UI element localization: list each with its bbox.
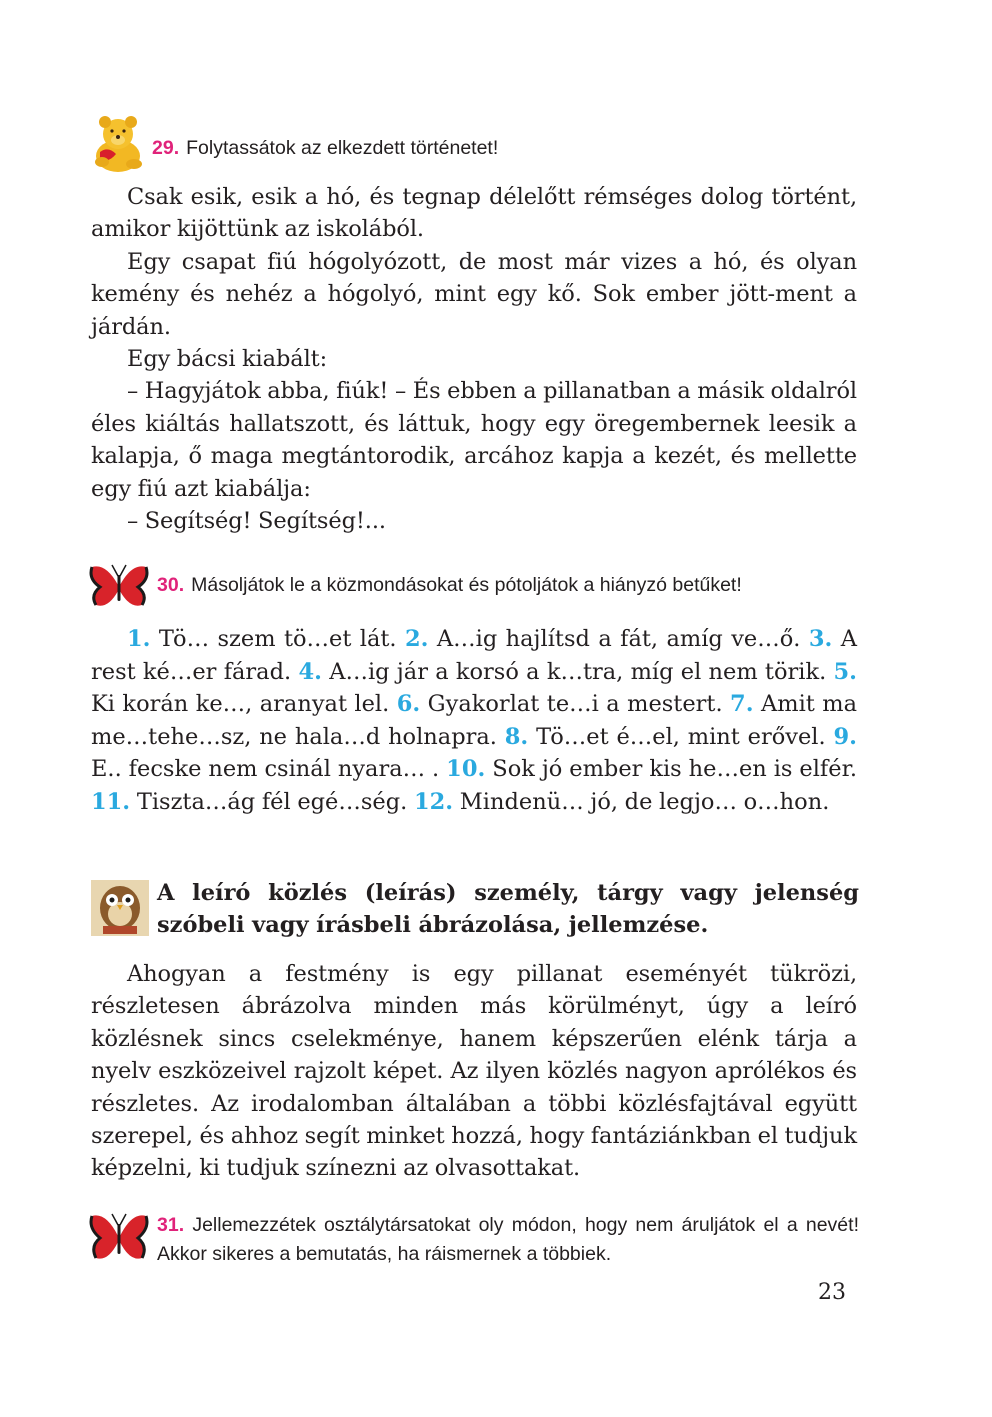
proverb-text: Tö…et é…el, mint erővel. bbox=[536, 723, 826, 750]
proverb-text: Ki korán ke…, aranyat lel. bbox=[91, 691, 390, 718]
definition-text: A leíró közlés (leírás) személy, tárgy vagy jelenség szóbeli vagy írásbeli ábrázolása, jellemzése. bbox=[157, 880, 859, 938]
owl-icon bbox=[91, 880, 149, 936]
story-paragraph: – Hagyjátok abba, fiúk! – És ebben a pillanatban a másik oldalról éles kiáltás hallatszott, és láttuk, hogy egy öregembernek leesik a kalapja, ő maga megtántorodik, arcához kapja a kezét, és mellette egy fiú azt kiabálja: bbox=[91, 378, 857, 502]
story-text bbox=[91, 181, 857, 537]
proverb-number: 1. bbox=[127, 626, 151, 652]
story-paragraph: – Segítség! Segítség!... bbox=[127, 508, 386, 535]
proverb-text: Gyakorlat te…i a mestert. bbox=[427, 691, 723, 718]
page-number: 23 bbox=[818, 1280, 846, 1305]
proverb-number: 11. bbox=[91, 788, 131, 815]
proverbs-list bbox=[91, 623, 857, 819]
proverb-number: 3. bbox=[808, 626, 833, 652]
proverb-text: Tö… szem tö…et lát. bbox=[158, 626, 397, 652]
proverb-text: E.. fecske nem csinál nyara… . bbox=[91, 756, 440, 783]
proverb-number: 2. bbox=[405, 626, 429, 652]
proverb-number: 4. bbox=[298, 658, 322, 685]
task-31-heading bbox=[157, 1211, 859, 1269]
description-paragraph: Ahogyan a festmény is egy pillanat eseményét tükrözi, részletesen ábrázolva minden más körülményt, úgy a leíró közlésnek sincs cselekménye, hanem képszerűen elénk tárja a nyelv eszközeivel rajzolt képet. Az ilyen közlés nagyon aprólékos és részletes. Az irodalomban általában a többi közlésfajtával együtt szerepel, és ahhoz segít minket hozzá, hogy fantáziánkban el tudjuk képzelni, ki tudjuk színezni az olvasottakat. bbox=[91, 961, 857, 1182]
description-text bbox=[91, 958, 857, 1185]
proverb-number: 12. bbox=[413, 788, 454, 815]
task-instruction: Jellemezzétek osztálytársatokat oly módon, hogy nem áruljátok el a nevét! Akkor sikeres a bemutatás, ha ráismernek a többiek. bbox=[157, 1214, 859, 1265]
task-instruction: Folytassátok az elkezdett történetet! bbox=[186, 137, 499, 159]
proverb-number: 6. bbox=[396, 691, 421, 718]
task-number: 29. bbox=[152, 137, 180, 159]
task-29-heading bbox=[152, 137, 498, 160]
proverb-text: A…ig jár a korsó a k…tra, míg el nem törik. bbox=[329, 658, 827, 685]
proverb-number: 9. bbox=[833, 723, 857, 750]
proverb-text: Sok jó ember kis he…en is elfér. bbox=[492, 756, 858, 783]
task-number: 31. bbox=[157, 1214, 185, 1236]
proverb-number: 5. bbox=[833, 658, 858, 685]
task-number: 30. bbox=[157, 574, 185, 596]
proverb-number: 7. bbox=[730, 691, 754, 718]
proverb-text: A rest ké…er fárad. bbox=[91, 626, 857, 685]
task-instruction: Másoljátok le a közmondásokat és pótoljátok a hiányzó betűket! bbox=[191, 574, 742, 596]
proverb-text: A…ig hajlítsd a fát, amíg ve…ő. bbox=[436, 626, 801, 652]
story-paragraph: Csak esik, esik a hó, és tegnap délelőtt rémséges dolog történt, amikor kijöttünk az iskolából. bbox=[91, 184, 857, 243]
proverb-number: 10. bbox=[446, 756, 486, 783]
butterfly-icon bbox=[88, 561, 150, 613]
proverb-number: 8. bbox=[504, 723, 529, 750]
story-paragraph: Egy csapat fiú hógolyózott, de most már vizes a hó, és olyan kemény és nehéz a hógolyó, mint egy kő. Sok ember jött-ment a járdán. bbox=[91, 248, 857, 340]
story-paragraph: Egy bácsi kiabált: bbox=[127, 346, 328, 373]
proverb-text: Mindenü… jó, de legjo… o…hon. bbox=[459, 788, 830, 815]
proverb-text: Amit ma me…tehe…sz, ne hala…d holnapra. bbox=[91, 691, 857, 750]
bear-icon bbox=[88, 112, 148, 174]
task-30-heading bbox=[157, 574, 742, 597]
proverb-text: Tiszta…ág fél egé…ség. bbox=[136, 788, 408, 815]
butterfly-icon bbox=[88, 1210, 150, 1266]
